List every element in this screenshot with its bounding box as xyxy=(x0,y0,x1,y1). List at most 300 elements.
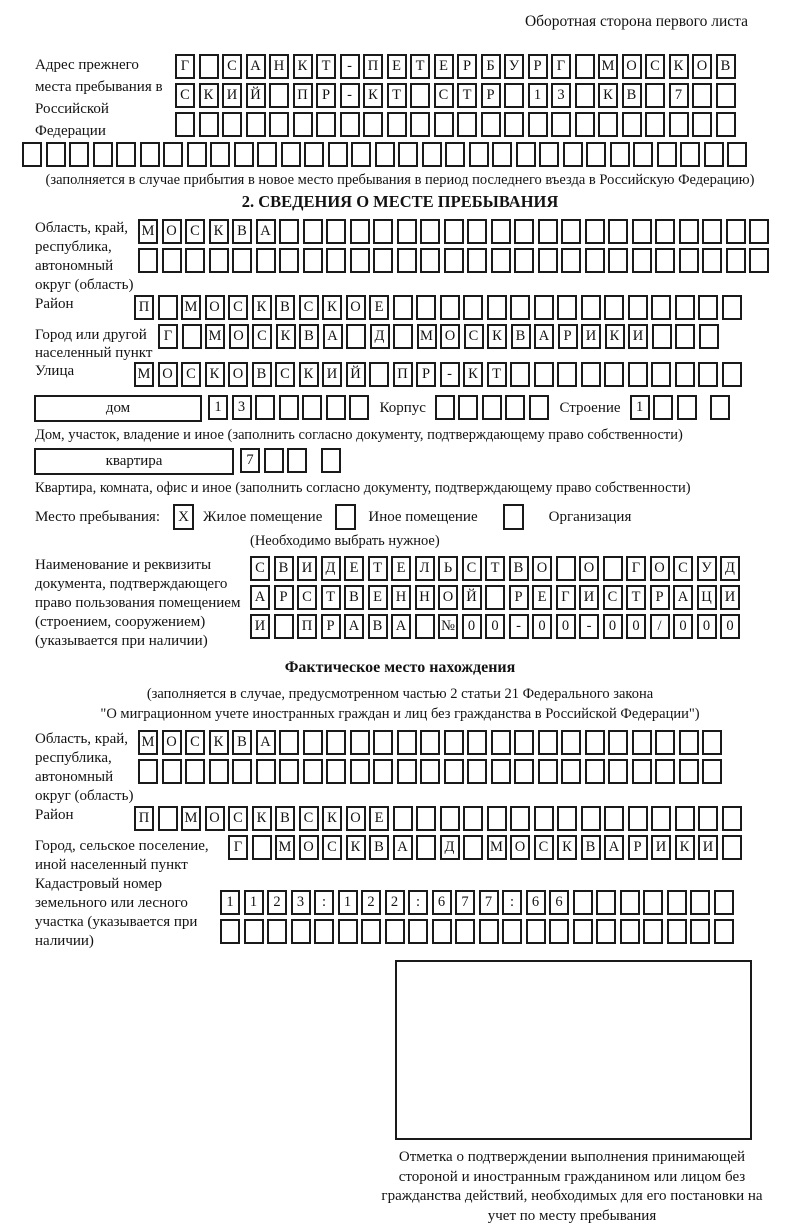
char-cell[interactable] xyxy=(416,835,436,860)
char-cell[interactable] xyxy=(549,919,569,944)
char-cell[interactable] xyxy=(727,142,747,167)
char-cell[interactable]: Г xyxy=(158,324,178,349)
char-cell[interactable] xyxy=(620,919,640,944)
char-cell[interactable] xyxy=(302,395,322,420)
char-cell[interactable] xyxy=(463,295,483,320)
char-cell[interactable]: 3 xyxy=(232,395,252,420)
char-cell[interactable] xyxy=(726,248,746,273)
char-cell[interactable]: 3 xyxy=(291,890,311,915)
char-cell[interactable] xyxy=(651,362,671,387)
char-cell[interactable] xyxy=(314,919,334,944)
char-cell[interactable]: Р xyxy=(558,324,578,349)
char-cell[interactable] xyxy=(534,295,554,320)
char-cell[interactable] xyxy=(585,730,605,755)
char-cell[interactable] xyxy=(467,219,487,244)
char-cell[interactable] xyxy=(482,395,502,420)
char-cell[interactable]: О xyxy=(205,806,225,831)
char-cell[interactable] xyxy=(534,806,554,831)
char-cell[interactable]: Й xyxy=(462,585,482,610)
char-cell[interactable]: В xyxy=(368,614,388,639)
char-cell[interactable]: И xyxy=(698,835,718,860)
char-cell[interactable] xyxy=(604,295,624,320)
char-cell[interactable] xyxy=(487,295,507,320)
char-cell[interactable] xyxy=(420,759,440,784)
char-cell[interactable]: О xyxy=(162,730,182,755)
char-cell[interactable] xyxy=(458,395,478,420)
char-cell[interactable] xyxy=(526,919,546,944)
char-cell[interactable]: О xyxy=(532,556,552,581)
char-cell[interactable] xyxy=(679,759,699,784)
char-cell[interactable] xyxy=(279,248,299,273)
char-cell[interactable]: / xyxy=(650,614,670,639)
char-cell[interactable]: К xyxy=(276,324,296,349)
char-cell[interactable]: А xyxy=(673,585,693,610)
char-cell[interactable] xyxy=(698,362,718,387)
char-cell[interactable] xyxy=(46,142,66,167)
char-cell[interactable] xyxy=(652,324,672,349)
checkbox-inoe-pomeshchenie[interactable] xyxy=(335,504,356,530)
char-cell[interactable] xyxy=(561,248,581,273)
char-cell[interactable]: 1 xyxy=(244,890,264,915)
char-cell[interactable] xyxy=(679,248,699,273)
char-cell[interactable] xyxy=(415,614,435,639)
char-cell[interactable] xyxy=(620,890,640,915)
char-cell[interactable]: 7 xyxy=(479,890,499,915)
char-cell[interactable]: И xyxy=(651,835,671,860)
char-cell[interactable]: Т xyxy=(487,362,507,387)
char-cell[interactable]: С xyxy=(534,835,554,860)
char-cell[interactable]: : xyxy=(408,890,428,915)
char-cell[interactable]: Г xyxy=(551,54,571,79)
char-cell[interactable] xyxy=(244,919,264,944)
char-cell[interactable]: И xyxy=(250,614,270,639)
char-cell[interactable] xyxy=(393,324,413,349)
char-cell[interactable] xyxy=(675,295,695,320)
char-cell[interactable] xyxy=(375,142,395,167)
char-cell[interactable] xyxy=(561,759,581,784)
char-cell[interactable] xyxy=(256,759,276,784)
char-cell[interactable]: № xyxy=(438,614,458,639)
char-cell[interactable] xyxy=(444,248,464,273)
char-cell[interactable]: В xyxy=(344,585,364,610)
char-cell[interactable]: У xyxy=(697,556,717,581)
char-cell[interactable]: Е xyxy=(369,806,389,831)
char-cell[interactable]: В xyxy=(232,730,252,755)
char-cell[interactable] xyxy=(138,248,158,273)
char-cell[interactable]: С xyxy=(175,83,195,108)
char-cell[interactable] xyxy=(679,730,699,755)
char-cell[interactable]: О xyxy=(299,835,319,860)
char-cell[interactable] xyxy=(467,759,487,784)
char-cell[interactable] xyxy=(491,730,511,755)
char-cell[interactable]: В xyxy=(275,806,295,831)
char-cell[interactable] xyxy=(140,142,160,167)
char-cell[interactable] xyxy=(363,112,383,137)
char-cell[interactable] xyxy=(445,142,465,167)
char-cell[interactable] xyxy=(420,730,440,755)
char-cell[interactable]: 0 xyxy=(462,614,482,639)
char-cell[interactable] xyxy=(573,919,593,944)
char-cell[interactable]: О xyxy=(622,54,642,79)
char-cell[interactable] xyxy=(643,919,663,944)
char-cell[interactable] xyxy=(610,142,630,167)
char-cell[interactable] xyxy=(561,730,581,755)
char-cell[interactable]: А xyxy=(256,730,276,755)
char-cell[interactable] xyxy=(492,142,512,167)
char-cell[interactable]: : xyxy=(314,890,334,915)
char-cell[interactable] xyxy=(162,248,182,273)
char-cell[interactable] xyxy=(557,362,577,387)
char-cell[interactable]: С xyxy=(297,585,317,610)
char-cell[interactable] xyxy=(326,730,346,755)
char-cell[interactable]: М xyxy=(134,362,154,387)
char-cell[interactable]: М xyxy=(205,324,225,349)
char-cell[interactable] xyxy=(316,112,336,137)
char-cell[interactable]: К xyxy=(199,83,219,108)
char-cell[interactable]: Т xyxy=(387,83,407,108)
checkbox-organizatsiya[interactable] xyxy=(503,504,524,530)
char-cell[interactable]: 1 xyxy=(630,395,650,420)
char-cell[interactable]: 0 xyxy=(673,614,693,639)
char-cell[interactable] xyxy=(158,295,178,320)
char-cell[interactable] xyxy=(274,614,294,639)
char-cell[interactable] xyxy=(749,219,769,244)
char-cell[interactable]: 1 xyxy=(220,890,240,915)
char-cell[interactable] xyxy=(479,919,499,944)
char-cell[interactable] xyxy=(585,248,605,273)
char-cell[interactable] xyxy=(557,295,577,320)
char-cell[interactable]: Е xyxy=(391,556,411,581)
char-cell[interactable] xyxy=(408,919,428,944)
char-cell[interactable] xyxy=(628,806,648,831)
char-cell[interactable]: Ь xyxy=(438,556,458,581)
char-cell[interactable] xyxy=(608,730,628,755)
char-cell[interactable] xyxy=(722,362,742,387)
char-cell[interactable] xyxy=(387,112,407,137)
char-cell[interactable] xyxy=(326,395,346,420)
char-cell[interactable]: К xyxy=(293,54,313,79)
char-cell[interactable]: - xyxy=(579,614,599,639)
char-cell[interactable] xyxy=(410,83,430,108)
char-cell[interactable]: Е xyxy=(368,585,388,610)
char-cell[interactable]: К xyxy=(463,362,483,387)
char-cell[interactable]: 0 xyxy=(720,614,740,639)
char-cell[interactable]: К xyxy=(252,806,272,831)
char-cell[interactable] xyxy=(182,324,202,349)
char-cell[interactable] xyxy=(444,759,464,784)
char-cell[interactable] xyxy=(749,248,769,273)
char-cell[interactable]: С xyxy=(603,585,623,610)
char-cell[interactable]: 6 xyxy=(432,890,452,915)
char-cell[interactable] xyxy=(586,142,606,167)
char-cell[interactable]: А xyxy=(344,614,364,639)
char-cell[interactable] xyxy=(643,890,663,915)
char-cell[interactable]: К xyxy=(557,835,577,860)
char-cell[interactable]: А xyxy=(604,835,624,860)
char-cell[interactable] xyxy=(264,448,284,473)
char-cell[interactable]: О xyxy=(346,295,366,320)
char-cell[interactable] xyxy=(422,142,442,167)
char-cell[interactable] xyxy=(557,806,577,831)
char-cell[interactable]: О xyxy=(510,835,530,860)
char-cell[interactable] xyxy=(463,806,483,831)
char-cell[interactable]: Н xyxy=(415,585,435,610)
char-cell[interactable] xyxy=(645,83,665,108)
char-cell[interactable] xyxy=(645,112,665,137)
char-cell[interactable]: Г xyxy=(175,54,195,79)
char-cell[interactable] xyxy=(669,112,689,137)
char-cell[interactable] xyxy=(162,759,182,784)
char-cell[interactable]: 7 xyxy=(669,83,689,108)
char-cell[interactable] xyxy=(303,219,323,244)
char-cell[interactable]: С xyxy=(434,83,454,108)
char-cell[interactable] xyxy=(604,806,624,831)
char-cell[interactable] xyxy=(690,919,710,944)
char-cell[interactable] xyxy=(714,890,734,915)
char-cell[interactable]: - xyxy=(509,614,529,639)
char-cell[interactable]: Р xyxy=(274,585,294,610)
char-cell[interactable] xyxy=(581,295,601,320)
char-cell[interactable]: О xyxy=(158,362,178,387)
char-cell[interactable] xyxy=(679,219,699,244)
char-cell[interactable]: Е xyxy=(369,295,389,320)
char-cell[interactable]: К xyxy=(322,295,342,320)
char-cell[interactable] xyxy=(704,142,724,167)
char-cell[interactable] xyxy=(440,806,460,831)
char-cell[interactable] xyxy=(675,324,695,349)
char-cell[interactable]: О xyxy=(162,219,182,244)
char-cell[interactable]: С xyxy=(673,556,693,581)
char-cell[interactable]: 0 xyxy=(485,614,505,639)
char-cell[interactable]: Г xyxy=(556,585,576,610)
char-cell[interactable]: 2 xyxy=(267,890,287,915)
char-cell[interactable]: В xyxy=(511,324,531,349)
char-cell[interactable]: С xyxy=(322,835,342,860)
char-cell[interactable]: К xyxy=(598,83,618,108)
char-cell[interactable]: С xyxy=(299,295,319,320)
char-cell[interactable]: П xyxy=(134,806,154,831)
char-cell[interactable] xyxy=(455,919,475,944)
char-cell[interactable] xyxy=(692,112,712,137)
char-cell[interactable] xyxy=(279,395,299,420)
char-cell[interactable] xyxy=(397,219,417,244)
char-cell[interactable] xyxy=(487,806,507,831)
char-cell[interactable] xyxy=(434,112,454,137)
char-cell[interactable]: М xyxy=(181,806,201,831)
char-cell[interactable] xyxy=(373,730,393,755)
char-cell[interactable]: К xyxy=(322,806,342,831)
char-cell[interactable]: 1 xyxy=(338,890,358,915)
char-cell[interactable] xyxy=(581,806,601,831)
char-cell[interactable]: А xyxy=(323,324,343,349)
char-cell[interactable]: В xyxy=(275,295,295,320)
char-cell[interactable] xyxy=(722,835,742,860)
char-cell[interactable]: И xyxy=(322,362,342,387)
char-cell[interactable]: - xyxy=(440,362,460,387)
char-cell[interactable] xyxy=(633,142,653,167)
char-cell[interactable]: В xyxy=(299,324,319,349)
char-cell[interactable]: С xyxy=(228,295,248,320)
char-cell[interactable]: Л xyxy=(415,556,435,581)
char-cell[interactable]: К xyxy=(605,324,625,349)
char-cell[interactable] xyxy=(291,919,311,944)
char-cell[interactable]: О xyxy=(650,556,670,581)
char-cell[interactable] xyxy=(575,112,595,137)
char-cell[interactable]: Р xyxy=(416,362,436,387)
char-cell[interactable] xyxy=(163,142,183,167)
char-cell[interactable] xyxy=(457,112,477,137)
char-cell[interactable]: В xyxy=(716,54,736,79)
char-cell[interactable] xyxy=(514,730,534,755)
char-cell[interactable] xyxy=(563,142,583,167)
char-cell[interactable]: М xyxy=(138,730,158,755)
char-cell[interactable] xyxy=(385,919,405,944)
char-cell[interactable] xyxy=(514,219,534,244)
char-cell[interactable] xyxy=(690,890,710,915)
char-cell[interactable] xyxy=(655,219,675,244)
char-cell[interactable]: П xyxy=(297,614,317,639)
char-cell[interactable] xyxy=(502,919,522,944)
char-cell[interactable] xyxy=(538,759,558,784)
char-cell[interactable] xyxy=(573,890,593,915)
char-cell[interactable]: 3 xyxy=(551,83,571,108)
char-cell[interactable] xyxy=(397,248,417,273)
char-cell[interactable] xyxy=(373,759,393,784)
char-cell[interactable] xyxy=(675,806,695,831)
char-cell[interactable] xyxy=(440,295,460,320)
char-cell[interactable] xyxy=(657,142,677,167)
char-cell[interactable]: Р xyxy=(316,83,336,108)
char-cell[interactable] xyxy=(281,142,301,167)
char-cell[interactable] xyxy=(199,112,219,137)
char-cell[interactable]: 7 xyxy=(240,448,260,473)
char-cell[interactable] xyxy=(326,248,346,273)
char-cell[interactable] xyxy=(556,556,576,581)
char-cell[interactable] xyxy=(444,730,464,755)
char-cell[interactable]: 2 xyxy=(361,890,381,915)
char-cell[interactable] xyxy=(321,448,341,473)
char-cell[interactable]: К xyxy=(675,835,695,860)
char-cell[interactable]: Т xyxy=(368,556,388,581)
char-cell[interactable]: Е xyxy=(532,585,552,610)
char-cell[interactable] xyxy=(514,759,534,784)
char-cell[interactable]: 0 xyxy=(697,614,717,639)
char-cell[interactable]: К xyxy=(209,730,229,755)
char-cell[interactable] xyxy=(210,142,230,167)
char-cell[interactable] xyxy=(350,759,370,784)
char-cell[interactable] xyxy=(598,112,618,137)
char-cell[interactable]: К xyxy=(669,54,689,79)
char-cell[interactable]: М xyxy=(487,835,507,860)
char-cell[interactable]: : xyxy=(502,890,522,915)
char-cell[interactable]: О xyxy=(229,324,249,349)
char-cell[interactable]: 2 xyxy=(385,890,405,915)
char-cell[interactable] xyxy=(158,806,178,831)
char-cell[interactable]: С xyxy=(185,219,205,244)
char-cell[interactable] xyxy=(581,362,601,387)
char-cell[interactable]: 6 xyxy=(526,890,546,915)
char-cell[interactable]: 0 xyxy=(556,614,576,639)
char-cell[interactable]: О xyxy=(692,54,712,79)
char-cell[interactable] xyxy=(209,759,229,784)
char-cell[interactable]: А xyxy=(393,835,413,860)
char-cell[interactable]: С xyxy=(275,362,295,387)
char-cell[interactable] xyxy=(628,295,648,320)
checkbox-zhiloe-pomeshchenie[interactable]: X xyxy=(173,504,194,530)
char-cell[interactable] xyxy=(116,142,136,167)
char-cell[interactable] xyxy=(491,219,511,244)
char-cell[interactable]: В xyxy=(369,835,389,860)
char-cell[interactable]: Т xyxy=(626,585,646,610)
char-cell[interactable] xyxy=(416,295,436,320)
char-cell[interactable] xyxy=(93,142,113,167)
char-cell[interactable]: С xyxy=(222,54,242,79)
char-cell[interactable] xyxy=(463,835,483,860)
char-cell[interactable] xyxy=(469,142,489,167)
char-cell[interactable] xyxy=(326,219,346,244)
char-cell[interactable]: 0 xyxy=(532,614,552,639)
char-cell[interactable] xyxy=(287,448,307,473)
char-cell[interactable] xyxy=(491,248,511,273)
char-cell[interactable] xyxy=(608,248,628,273)
char-cell[interactable]: Г xyxy=(228,835,248,860)
char-cell[interactable]: - xyxy=(340,83,360,108)
char-cell[interactable] xyxy=(534,362,554,387)
char-cell[interactable] xyxy=(303,759,323,784)
char-cell[interactable]: 6 xyxy=(549,890,569,915)
char-cell[interactable] xyxy=(351,142,371,167)
char-cell[interactable] xyxy=(575,54,595,79)
char-cell[interactable] xyxy=(185,248,205,273)
char-cell[interactable]: 7 xyxy=(455,890,475,915)
char-cell[interactable] xyxy=(722,806,742,831)
char-cell[interactable]: Д xyxy=(720,556,740,581)
char-cell[interactable] xyxy=(655,759,675,784)
char-cell[interactable]: А xyxy=(391,614,411,639)
char-cell[interactable]: Е xyxy=(434,54,454,79)
char-cell[interactable] xyxy=(350,730,370,755)
char-cell[interactable]: М xyxy=(417,324,437,349)
char-cell[interactable]: В xyxy=(274,556,294,581)
char-cell[interactable]: Т xyxy=(457,83,477,108)
char-cell[interactable]: М xyxy=(598,54,618,79)
char-cell[interactable]: Р xyxy=(321,614,341,639)
char-cell[interactable] xyxy=(199,54,219,79)
char-cell[interactable]: И xyxy=(579,585,599,610)
char-cell[interactable]: К xyxy=(209,219,229,244)
char-cell[interactable]: С xyxy=(181,362,201,387)
char-cell[interactable] xyxy=(575,83,595,108)
char-cell[interactable] xyxy=(416,806,436,831)
char-cell[interactable] xyxy=(653,395,673,420)
char-cell[interactable] xyxy=(716,112,736,137)
char-cell[interactable]: Р xyxy=(457,54,477,79)
char-cell[interactable] xyxy=(361,919,381,944)
char-cell[interactable]: Е xyxy=(344,556,364,581)
char-cell[interactable] xyxy=(608,759,628,784)
char-cell[interactable] xyxy=(467,248,487,273)
char-cell[interactable]: Д xyxy=(440,835,460,860)
char-cell[interactable] xyxy=(504,112,524,137)
char-cell[interactable] xyxy=(338,919,358,944)
char-cell[interactable]: 0 xyxy=(626,614,646,639)
char-cell[interactable]: К xyxy=(205,362,225,387)
char-cell[interactable] xyxy=(698,295,718,320)
char-cell[interactable]: Р xyxy=(650,585,670,610)
char-cell[interactable] xyxy=(69,142,89,167)
char-cell[interactable] xyxy=(467,730,487,755)
char-cell[interactable] xyxy=(726,219,746,244)
